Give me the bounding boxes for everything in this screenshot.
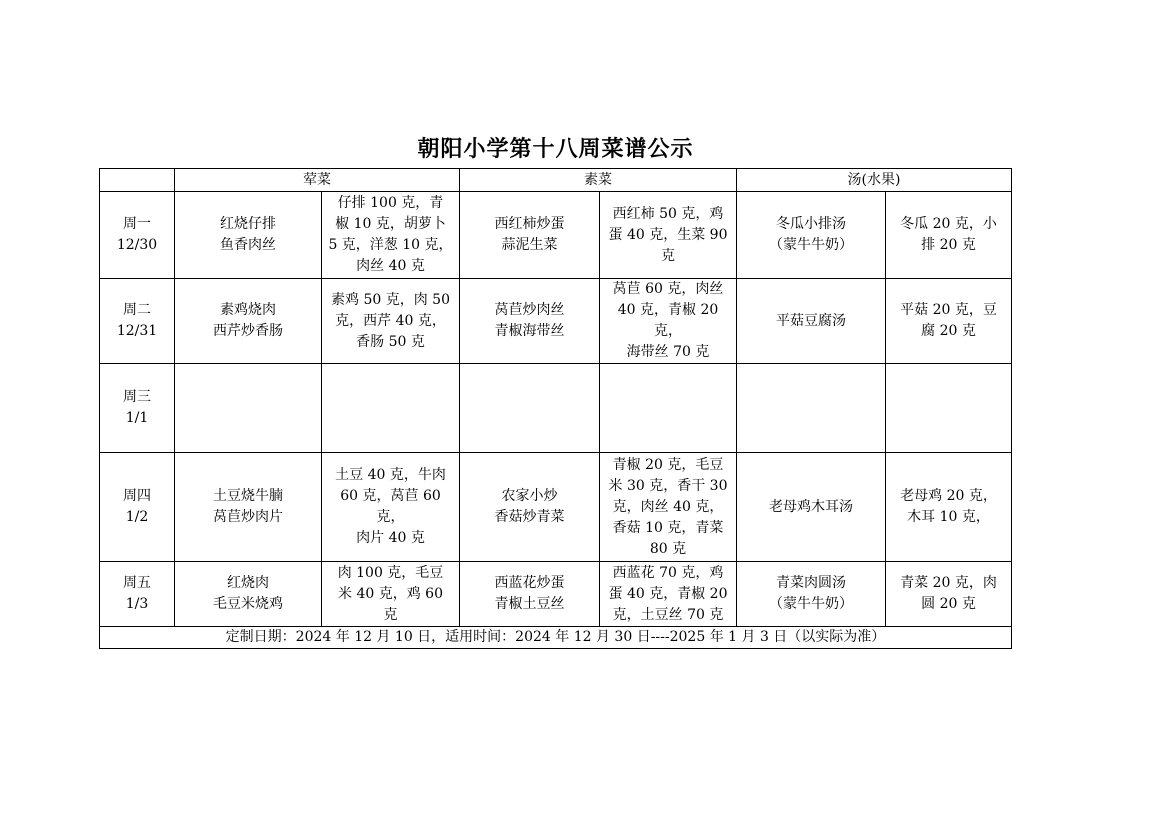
quantity-line: 海带丝 70 克 [626,344,710,360]
table-row [100,364,1012,453]
date-label: 12/31 [116,323,158,339]
quantity-line: 80 克 [649,540,687,557]
dish-name: （蒙牛牛奶） [769,237,853,253]
header-blank [100,169,175,192]
dish-name: 西蓝花炒蛋 [494,575,565,591]
soup-quantity-cell [886,364,1012,453]
dish-name: 青椒海带丝 [494,323,565,339]
quantity-line: 素鸡 50 克，肉 50 [331,291,450,308]
page-title: 朝阳小学第十八周菜谱公示 [417,137,694,162]
quantity-line: 克，西芹 40 克， [335,312,446,329]
meat-dishes-cell [175,562,322,627]
dish-name: 蒜泥生菜 [501,237,558,253]
table-row [100,192,1012,279]
dish-name: 青椒土豆丝 [494,596,565,612]
quantity-line: 平菇 20 克，豆 [900,302,997,318]
quantity-line: 肉 100 克，毛豆 [337,564,444,581]
quantity-line: 香菇 10 克，青菜 [612,519,724,536]
day-cell [100,562,175,627]
soup-dishes-cell [737,279,886,364]
dish-name: 红烧肉 [227,575,269,591]
meat-quantity-cell [322,279,460,364]
veg-quantity-cell [600,192,737,279]
meat-dishes-cell [175,364,322,453]
quantity-line: 米 30 克，香干 30 [608,477,728,494]
footer-note: 定制日期：2024 年 12 月 10 日，适用时间：2024 年 12 月 30 日----2025 年 1 月 3 日（以实际为准） [100,627,1012,649]
quantity-line: 西红柿 50 克，鸡 [612,205,724,222]
quantity-line: 克，土豆丝 70 克 [612,606,724,623]
dish-name: （蒙牛牛奶） [769,596,853,612]
veg-quantity-cell [600,279,737,364]
dish-name: 莴苣炒肉丝 [494,302,565,318]
dish-name: 鱼香肉丝 [220,237,276,253]
veg-dishes-cell [460,192,600,279]
meat-quantity-cell [322,562,460,627]
soup-dishes-cell [737,364,886,453]
table-row [100,562,1012,627]
dish-name: 青菜肉圆汤 [776,575,846,591]
date-label: 1/1 [125,410,149,426]
meat-dishes-cell [175,279,322,364]
dish-name: 莴苣炒肉片 [213,509,283,525]
quantity-line: 椒 10 克，胡萝卜 [335,216,446,232]
quantity-line: 仔排 100 克，青 [337,195,444,211]
date-label: 12/30 [116,237,158,253]
veg-dishes-cell [460,562,600,627]
dish-name: 西芹炒香肠 [213,323,283,339]
day-cell [100,453,175,562]
quantity-line: 青椒 20 克，毛豆 [612,456,724,473]
soup-quantity-cell [886,562,1012,627]
day-cell [100,279,175,364]
dish-name: 红烧仔排 [220,216,276,232]
quantity-line: 青菜 20 克，肉 [900,575,997,591]
quantity-line: 莴苣 60 克，肉丝 [612,281,724,297]
meat-quantity-cell [322,364,460,453]
day-cell [100,364,175,453]
soup-dishes-cell [737,453,886,562]
meat-quantity-cell [322,192,460,279]
soup-quantity-cell [886,453,1012,562]
veg-quantity-cell [600,364,737,453]
dish-name: 老母鸡木耳汤 [769,498,853,515]
quantity-line: 克，肉丝 40 克， [612,498,724,515]
header-soup: 汤(水果) [737,169,1012,192]
quantity-line: 5 克，洋葱 10 克， [328,237,453,253]
veg-dishes-cell [460,279,600,364]
soup-dishes-cell [737,562,886,627]
header-row [100,169,1012,192]
footer-row [100,627,1012,649]
quantity-line: 冬瓜 20 克，小 [900,216,997,232]
veg-dishes-cell [460,364,600,453]
quantity-line: 西蓝花 70 克，鸡 [612,564,724,581]
soup-dishes-cell [737,192,886,279]
quantity-line: 克 [383,606,398,623]
quantity-line: 米 40 克，鸡 60 [338,585,443,602]
day-label: 周四 [123,488,151,504]
quantity-line: 肉丝 40 克 [356,258,425,274]
meat-dishes-cell [175,453,322,562]
veg-quantity-cell [600,453,737,562]
meat-quantity-cell [322,453,460,562]
quantity-line: 老母鸡 20 克， [900,488,997,504]
quantity-line: 克 [661,247,675,264]
soup-quantity-cell [886,279,1012,364]
dish-name: 冬瓜小排汤 [776,216,846,232]
dish-name: 香菇炒青菜 [494,509,565,525]
dish-name: 毛豆米烧鸡 [213,596,283,612]
quantity-line: 土豆 40 克，牛肉 [335,467,446,483]
table-row [100,453,1012,562]
quantity-line: 蛋 40 克，青椒 20 [608,585,728,602]
header-vegetable: 素菜 [460,169,737,192]
table-row [100,279,1012,364]
dish-name: 素鸡烧肉 [220,302,276,318]
veg-quantity-cell [600,562,737,627]
day-label: 周五 [123,575,151,591]
veg-dishes-cell [460,453,600,562]
quantity-line: 40 克，青椒 20 克， [617,302,719,339]
quantity-line: 木耳 10 克， [907,509,990,525]
quantity-line: 香肠 50 克 [356,333,425,350]
dish-name: 农家小炒 [501,488,558,504]
date-label: 1/2 [125,509,149,525]
quantity-line: 肉片 40 克 [356,530,425,546]
meat-dishes-cell [175,192,322,279]
quantity-line: 60 克，莴苣 60 克， [340,488,441,525]
day-label: 周二 [123,302,151,318]
day-cell [100,192,175,279]
menu-table [99,168,1012,649]
dish-name: 西红柿炒蛋 [494,216,565,232]
quantity-line: 排 20 克 [921,237,976,253]
date-label: 1/3 [125,596,149,612]
day-label: 周一 [123,216,151,232]
dish-name: 平菇豆腐汤 [776,312,846,329]
header-meat: 荤菜 [175,169,460,192]
quantity-line: 腐 20 克 [921,323,976,339]
quantity-line: 蛋 40 克，生菜 90 [608,226,728,243]
dish-name: 土豆烧牛腩 [213,488,283,504]
quantity-line: 圆 20 克 [921,596,976,612]
soup-quantity-cell [886,192,1012,279]
day-label: 周三 [123,389,151,405]
